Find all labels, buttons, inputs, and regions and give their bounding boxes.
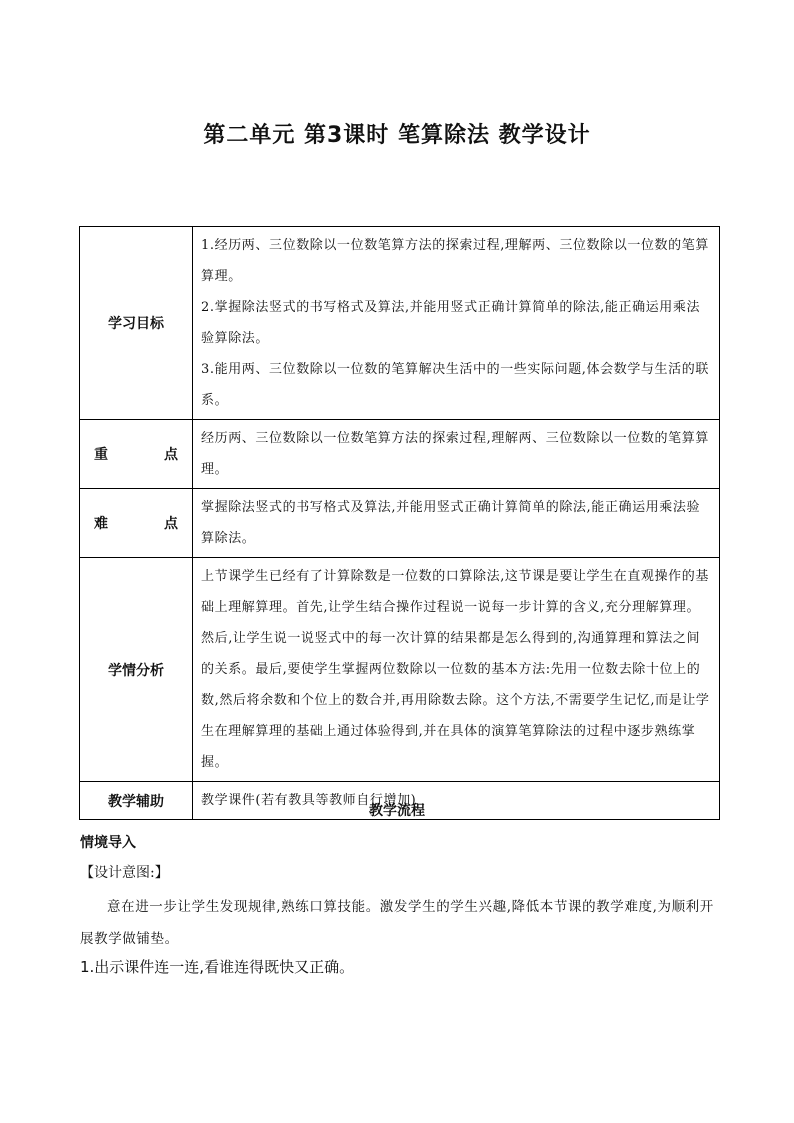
lesson-plan-table: [79, 226, 720, 820]
table-row-difficulties: [80, 489, 720, 558]
document-title: 第二单元 第3课时 笔算除法 教学设计: [203, 123, 591, 148]
aids-content: 教学课件(若有教具等教师自行增加): [193, 782, 720, 820]
key-points-label: 重 点: [80, 420, 193, 489]
section-heading: 情境导入: [80, 835, 136, 851]
teaching-flow-title: 教学流程: [369, 803, 425, 819]
aids-label: 教学辅助: [80, 782, 193, 820]
table-row-goals: [80, 227, 720, 420]
table-row-analysis: [80, 558, 720, 782]
goal-item-1: 1.经历两、三位数除以一位数笔算方法的探索过程,理解两、三位数除以一位数的笔算算理。: [201, 238, 709, 284]
key-points-content: 经历两、三位数除以一位数笔算方法的探索过程,理解两、三位数除以一位数的笔算算理。: [193, 420, 720, 489]
design-intent-text: 意在进一步让学生发现规律,熟练口算技能。激发学生的学生兴趣,降低本节课的教学难度,为顺利开展教学做铺垫。: [80, 899, 714, 947]
analysis-content: 上节课学生已经有了计算除数是一位数的口算除法,这节课是要让学生在直观操作的基础上理解算理。首先,让学生结合操作过程说一说每一步计算的含义,充分理解算理。然后,让学生说一说竖式中的每一次计算的结果都是怎么得到的,沟通算理和算法之间的关系。最后,要使学生掌握两位数除以一位数的基本方法:先用一位数去除十位上的数,然后将余数和个位上的数合并,再用除数去除。这个方法,不需要学生记忆,而是让学生在理解算理的基础上通过体验得到,并在具体的演算笔算除法的过程中逐步熟练掌握。: [193, 558, 720, 782]
difficulties-content: 掌握除法竖式的书写格式及算法,并能用竖式正确计算简单的除法,能正确运用乘法验算除法。: [193, 489, 720, 558]
goals-content: [193, 227, 720, 420]
difficulties-label: 难 点: [80, 489, 193, 558]
goals-label: 学习目标: [80, 227, 193, 420]
flow-item-1: 1.出示课件连一连,看谁连得既快又正确。: [80, 958, 355, 976]
goal-item-2: 2.掌握除法竖式的书写格式及算法,并能用竖式正确计算简单的除法,能正确运用乘法验算除法。: [201, 300, 701, 346]
analysis-label: 学情分析: [80, 558, 193, 782]
table-row-key-points: [80, 420, 720, 489]
goal-item-3: 3.能用两、三位数除以一位数的笔算解决生活中的一些实际问题,体会数学与生活的联系。: [201, 362, 709, 408]
design-intent-label: 【设计意图:】: [80, 865, 169, 881]
